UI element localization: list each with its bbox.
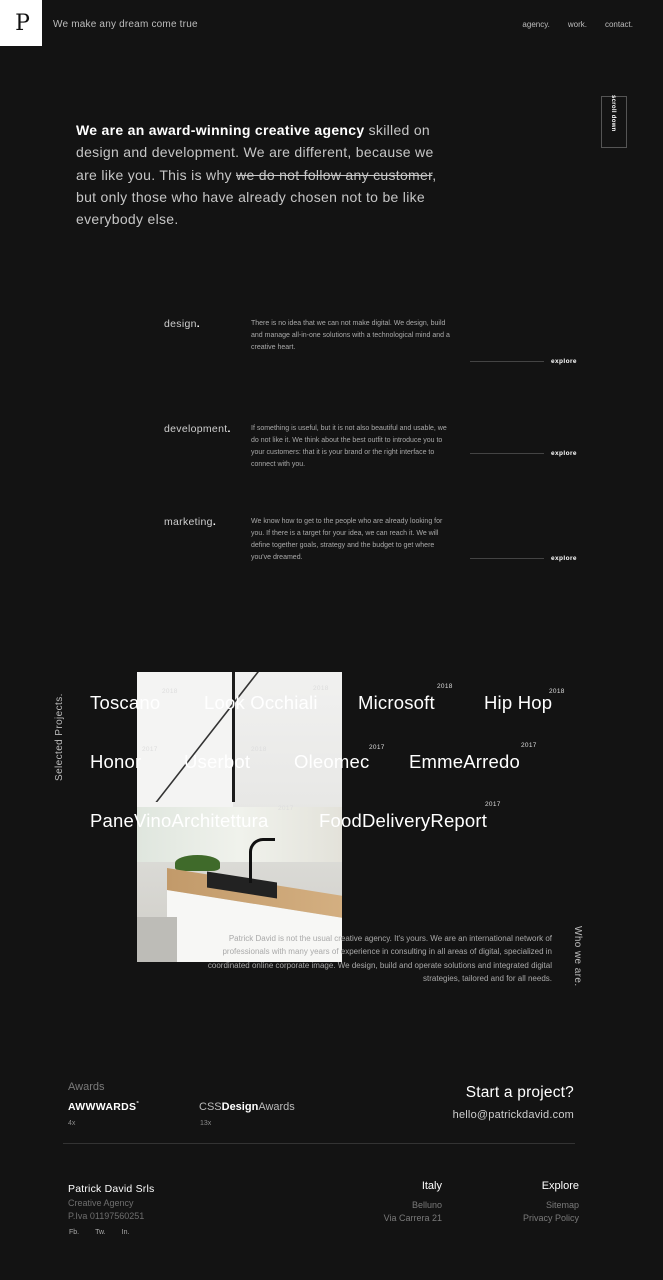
intro-paragraph <box>76 119 446 230</box>
nav-work[interactable]: work. <box>567 20 587 29</box>
service-name: marketing . <box>164 516 216 528</box>
footer-privacy-link[interactable]: Privacy Policy <box>522 1213 579 1223</box>
social-facebook[interactable]: Fb. <box>69 1229 80 1236</box>
award-name-bold: Design <box>221 1101 259 1113</box>
logo[interactable]: P <box>0 0 42 46</box>
service-name: design . <box>164 318 200 330</box>
social-twitter[interactable]: Tw. <box>95 1229 106 1236</box>
who-we-are-label: Who we are. <box>572 926 583 987</box>
award-mark: ° <box>136 1101 140 1108</box>
intro-part1: skilled on design and development. We are different, because we are like you. This is why <box>76 122 434 183</box>
nav-contact[interactable]: contact. <box>604 20 633 29</box>
project-year: 2017 <box>278 805 294 812</box>
scroll-down-button[interactable] <box>601 96 627 148</box>
explore-link[interactable]: explore <box>551 358 577 365</box>
project-year: 2018 <box>549 688 565 695</box>
main-nav <box>522 20 633 29</box>
service-desc: We know how to get to the people who are already looking for you. If there is a target for your idea, we can reach it. We will define together goals, strategy and the budget to get where you've dreamed. <box>251 518 443 561</box>
nav-agency[interactable]: agency. <box>522 20 550 29</box>
project-hip-hop[interactable]: Hip Hop <box>484 692 553 713</box>
project-year: 2018 <box>437 683 453 690</box>
contact-email-link[interactable]: hello@patrickdavid.com <box>452 1109 574 1121</box>
who-we-are-text: Patrick David is not the usual creative agency. It's yours. We are an international network of professionals with many years of experience in consulting in all areas of digital, specialized in coordinated online corporate image. We design, build and operate solutions and integrated digital strategies, tailored and for all needs. <box>207 934 552 983</box>
company-vat: P.Iva 01197560251 <box>68 1211 145 1221</box>
project-year: 2018 <box>313 685 329 692</box>
service-desc: There is no idea that we can not make digital. We design, build and manage all-in-one solutions with a technological mind and a creative heart. <box>251 320 450 351</box>
project-toscano[interactable]: Toscano <box>90 692 161 713</box>
footer-explore-title: Explore <box>541 1180 579 1192</box>
project-year: 2017 <box>142 746 158 753</box>
explore-link[interactable]: explore <box>551 450 577 457</box>
social-instagram[interactable]: In. <box>121 1229 130 1236</box>
award-name: AWWWARDS <box>68 1101 137 1113</box>
explore-line <box>470 453 544 454</box>
service-desc: If something is useful, but it is not also beautiful and usable, we do not like it. We think about the best outfit to introduce you to your customers: that it is your brand or the right interface to connect with you. <box>251 425 447 468</box>
tagline: We make any dream come true <box>53 19 198 30</box>
project-year: 2018 <box>162 688 178 695</box>
start-project-heading[interactable]: Start a project? <box>465 1084 574 1101</box>
project-honor[interactable]: Honor <box>90 751 142 772</box>
project-year: 2018 <box>251 746 267 753</box>
footer-address: Via Carrera 21 <box>383 1213 442 1223</box>
project-fooddeliveryreport[interactable]: FoodDeliveryReport <box>319 810 488 831</box>
explore-line <box>470 558 544 559</box>
awwwards-logo[interactable] <box>68 1101 139 1113</box>
footer-italy-title: Italy <box>421 1180 442 1192</box>
intro-bold: We are an award-winning creative agency <box>76 122 365 138</box>
project-microsoft[interactable]: Microsoft <box>358 692 435 713</box>
project-emmearredo[interactable]: EmmeArredo <box>409 751 520 772</box>
award-name-pre: CSS <box>199 1101 222 1113</box>
intro-part2: , but only those who have already chosen not to be like everybody else. <box>76 166 437 228</box>
scroll-down-label: scroll down <box>610 95 616 132</box>
social-links <box>69 1229 129 1236</box>
footer-city: Belluno <box>411 1200 442 1210</box>
project-year: 2017 <box>521 742 537 749</box>
project-userbot[interactable]: Userbot <box>184 751 251 772</box>
explore-line <box>470 361 544 362</box>
company-name: Patrick David Srls <box>68 1183 155 1195</box>
award-count: 4x <box>68 1120 76 1127</box>
project-year: 2017 <box>485 801 501 808</box>
awards-title: Awards <box>68 1081 105 1093</box>
intro-strike: we do not follow any customer <box>236 166 433 183</box>
cssdesignawards-logo[interactable] <box>199 1101 295 1113</box>
footer-sitemap-link[interactable]: Sitemap <box>545 1200 579 1210</box>
company-tagline: Creative Agency <box>68 1198 134 1208</box>
project-year: 2017 <box>369 744 385 751</box>
selected-projects-label: Selected Projects. <box>54 693 65 781</box>
project-look-occhiali[interactable]: Look Occhiali <box>204 692 318 713</box>
project-oleomec[interactable]: Oleomec <box>294 751 370 772</box>
explore-link[interactable]: explore <box>551 555 577 562</box>
footer-divider <box>63 1143 575 1144</box>
service-name: development . <box>164 423 231 435</box>
project-panevinoarchitettura[interactable]: PaneVinoArchitettura <box>90 810 269 831</box>
award-name-post: Awards <box>258 1101 295 1113</box>
award-count: 13x <box>200 1120 212 1127</box>
